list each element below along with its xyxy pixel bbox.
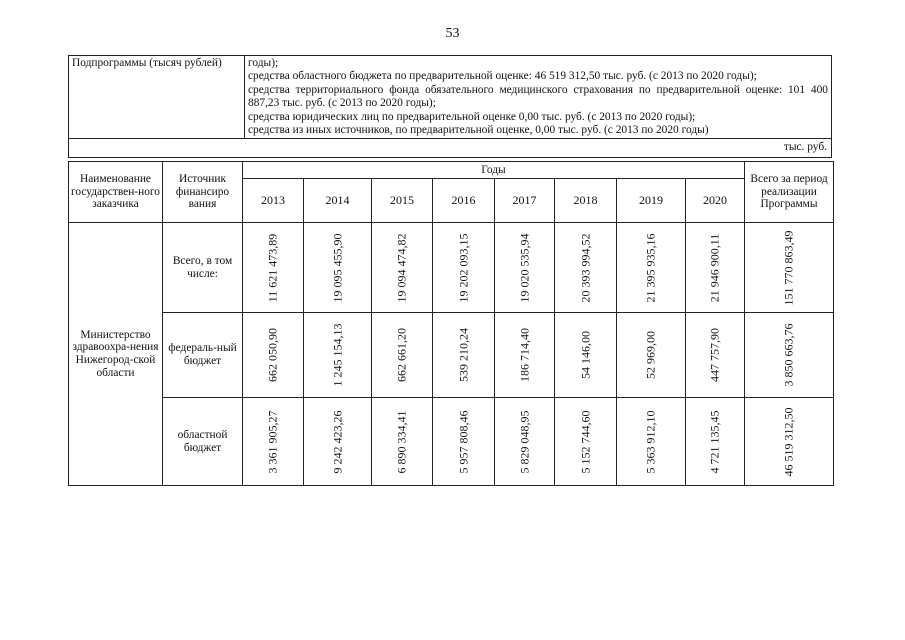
value-cell [555,398,617,486]
value-cell [243,398,304,486]
funding-line: средства областного бюджета по предварительной оценке: 46 519 312,50 тыс. руб. (с 2013 по 2020 годы); [248,70,757,83]
value-cell [243,223,304,313]
year-header-2018: 2018 [555,179,617,223]
subprogram-label: Подпрограммы (тысяч рублей) [69,56,245,139]
value-text: 6 890 334,41 [394,410,409,473]
value-cell [617,313,686,398]
value-text: 11 621 473,89 [265,233,280,302]
value-text: 54 146,00 [578,331,593,379]
value-text: 662 050,90 [265,328,280,382]
value-text: 20 393 994,52 [578,233,593,302]
funding-line: годы); [248,57,279,69]
value-text: 9 242 423,26 [330,410,345,473]
header-total: Всего за период реализации Программы [745,162,834,223]
value-cell [686,398,745,486]
value-cell [555,223,617,313]
value-text: 3 361 905,27 [265,410,280,473]
year-header-2016: 2016 [433,179,495,223]
page-number: 53 [445,26,460,41]
year-header-2019: 2019 [617,179,686,223]
value-cell [433,313,495,398]
header-customer: Наименование государствен-ного заказчика [69,162,163,223]
value-cell [495,223,555,313]
value-cell [686,313,745,398]
value-cell [686,223,745,313]
value-cell [372,398,433,486]
value-cell [617,398,686,486]
value-text: 19 094 474,82 [394,233,409,302]
value-cell [617,223,686,313]
customer-cell: Министерство здравоохра-нения Нижегород-ской области [69,223,163,486]
value-cell [433,223,495,313]
funding-line: средства территориального фонда обязательного медицинского страхования по предварительной оценке: 101 400 887,23 тыс. руб. (с 2013 по 2020 годы); [248,83,828,110]
value-cell [433,398,495,486]
table-row [69,313,834,398]
value-cell [243,313,304,398]
subprogram-funding-table [68,55,832,158]
year-header-2013: 2013 [243,179,304,223]
value-text: 19 095 455,90 [330,233,345,302]
value-text: 4 721 135,45 [707,410,722,473]
value-text: 19 020 535,94 [517,233,532,302]
value-text: 21 946 900,11 [707,233,722,302]
value-cell [372,313,433,398]
year-header-2014: 2014 [304,179,372,223]
header-years-group: Годы [243,162,745,179]
source-cell: федераль-ный бюджет [163,313,243,398]
value-cell [495,313,555,398]
funding-line: средства из иных источников, по предварительной оценке, 0,00 тыс. руб. (с 2013 по 2020 годы) [248,124,709,137]
value-text: 21 395 935,16 [643,233,658,302]
year-header-2020: 2020 [686,179,745,223]
table-row [69,223,834,313]
value-text: 19 202 093,15 [456,233,471,302]
value-text: 5 957 808,46 [456,410,471,473]
total-cell [745,398,834,486]
value-text: 52 969,00 [643,331,658,379]
total-text: 151 770 863,49 [781,230,796,305]
subprogram-funding-text [245,56,832,139]
total-text: 3 850 663,76 [781,323,796,387]
value-text: 539 210,24 [456,328,471,382]
value-text: 447 757,90 [707,328,722,382]
value-text: 5 152 744,60 [578,410,593,473]
total-cell [745,223,834,313]
value-text: 1 245 154,13 [330,323,345,387]
value-text: 662 661,20 [394,328,409,382]
source-cell: областной бюджет [163,398,243,486]
value-cell [372,223,433,313]
source-cell: Всего, в том числе: [163,223,243,313]
financing-table [68,161,834,486]
value-cell [304,223,372,313]
value-text: 5 363 912,10 [643,410,658,473]
total-text: 46 519 312,50 [781,407,796,476]
value-cell [304,313,372,398]
funding-line: средства юридических лиц по предварительной оценке 0,00 тыс. руб. (с 2013 по 2020 годы); [248,110,696,123]
table-row [69,398,834,486]
value-cell [304,398,372,486]
value-cell [555,313,617,398]
year-header-2017: 2017 [495,179,555,223]
year-header-2015: 2015 [372,179,433,223]
value-text: 186 714,40 [517,328,532,382]
total-cell [745,313,834,398]
units-label: тыс. руб. [69,139,832,157]
value-text: 5 829 048,95 [517,410,532,473]
header-source: Источник финансиро вания [163,162,243,223]
value-cell [495,398,555,486]
